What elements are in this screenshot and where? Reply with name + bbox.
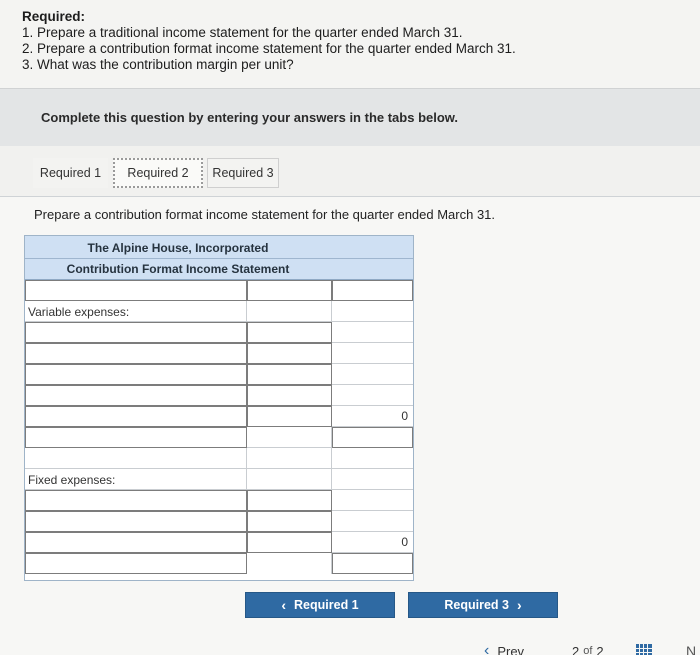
table-row xyxy=(25,469,413,490)
variable-total-label-input[interactable] xyxy=(25,406,247,427)
empty-cell xyxy=(332,364,413,385)
empty-cell xyxy=(332,511,413,532)
table-row xyxy=(25,511,413,532)
statement-header xyxy=(25,236,413,280)
fixed-expense-amount-input[interactable] xyxy=(247,490,332,511)
table-row xyxy=(25,406,413,427)
empty-cell xyxy=(332,343,413,364)
page-counter xyxy=(572,642,604,655)
empty-cell xyxy=(247,553,332,574)
table-row xyxy=(25,553,413,574)
statement-title: Contribution Format Income Statement xyxy=(66,262,290,276)
grid-icon[interactable] xyxy=(636,644,652,655)
page-of: of xyxy=(583,645,593,655)
net-operating-income-input[interactable] xyxy=(332,553,413,574)
amount-input[interactable] xyxy=(247,280,332,301)
instruction-banner xyxy=(0,88,700,146)
next-page-link[interactable]: N xyxy=(686,643,697,655)
instruction-item-2: 2. Prepare a contribution format income statement for the quarter ended March 31. xyxy=(22,41,516,56)
variable-expense-amount-input[interactable] xyxy=(247,364,332,385)
empty-cell xyxy=(247,427,332,448)
variable-expense-label-input[interactable] xyxy=(25,322,247,343)
contribution-margin-input[interactable] xyxy=(332,427,413,448)
variable-expense-label-input[interactable] xyxy=(25,364,247,385)
question-prompt: Prepare a contribution format income statement for the quarter ended March 31. xyxy=(34,207,496,222)
table-row xyxy=(25,301,413,322)
row-label-input[interactable] xyxy=(25,280,247,301)
empty-cell xyxy=(332,469,413,490)
fixed-expense-amount-input[interactable] xyxy=(247,532,332,553)
empty-cell xyxy=(247,448,332,469)
variable-expense-amount-input[interactable] xyxy=(247,385,332,406)
fixed-expense-label-input[interactable] xyxy=(25,490,247,511)
header-divider xyxy=(25,258,413,259)
chevron-left-icon: ‹ xyxy=(281,597,287,613)
banner-text: Complete this question by entering your answers in the tabs below. xyxy=(41,110,459,125)
chevron-right-icon: › xyxy=(516,597,522,613)
variable-expenses-label: Variable expenses: xyxy=(25,301,247,322)
chevron-left-icon: ‹ xyxy=(484,642,490,655)
variable-expense-amount-input[interactable] xyxy=(247,406,332,427)
fixed-expense-amount-input[interactable] xyxy=(247,511,332,532)
fixed-expenses-label: Fixed expenses: xyxy=(25,469,247,490)
contribution-margin-label-input[interactable] xyxy=(25,427,247,448)
empty-cell xyxy=(332,490,413,511)
table-row xyxy=(25,280,413,301)
empty-cell xyxy=(332,301,413,322)
company-name: The Alpine House, Incorporated xyxy=(87,241,269,255)
table-row xyxy=(25,364,413,385)
fixed-expense-label-input[interactable] xyxy=(25,511,247,532)
variable-expenses-total: 0 xyxy=(401,409,408,423)
tab-content xyxy=(0,196,700,655)
fixed-total-label-input[interactable] xyxy=(25,532,247,553)
variable-expense-amount-input[interactable] xyxy=(247,343,332,364)
tab-required-3[interactable]: Required 3 xyxy=(207,158,279,188)
fixed-expenses-total: 0 xyxy=(401,535,408,549)
variable-expense-amount-input[interactable] xyxy=(247,322,332,343)
instructions xyxy=(22,9,516,73)
table-row xyxy=(25,532,413,553)
table-row xyxy=(25,427,413,448)
prev-page-link[interactable] xyxy=(484,642,524,655)
current-page: 2 xyxy=(572,643,580,655)
prev-page-label: Prev xyxy=(497,643,525,655)
table-row xyxy=(25,490,413,511)
next-required-label: Required 3 xyxy=(444,598,509,612)
next-required-button[interactable] xyxy=(408,592,558,618)
table-row xyxy=(25,385,413,406)
table-row xyxy=(25,322,413,343)
instructions-title: Required: xyxy=(22,9,86,24)
prev-required-button[interactable] xyxy=(245,592,395,618)
tab-required-1[interactable]: Required 1 xyxy=(33,158,108,188)
table-row xyxy=(25,343,413,364)
prev-required-label: Required 1 xyxy=(294,598,359,612)
tab-bar xyxy=(0,146,700,196)
empty-cell xyxy=(332,322,413,343)
net-operating-income-label-input[interactable] xyxy=(25,553,247,574)
tab-required-2[interactable]: Required 2 xyxy=(113,158,203,188)
empty-cell xyxy=(25,448,247,469)
empty-cell xyxy=(247,469,332,490)
instruction-item-1: 1. Prepare a traditional income statement for the quarter ended March 31. xyxy=(22,25,463,40)
income-statement-table xyxy=(24,235,414,581)
empty-cell xyxy=(332,448,413,469)
total-pages: 2 xyxy=(596,643,604,655)
empty-cell xyxy=(247,301,332,322)
total-input[interactable] xyxy=(332,280,413,301)
empty-cell xyxy=(332,385,413,406)
instruction-item-3: 3. What was the contribution margin per unit? xyxy=(22,57,294,72)
variable-expense-label-input[interactable] xyxy=(25,343,247,364)
table-row xyxy=(25,448,413,469)
variable-expense-label-input[interactable] xyxy=(25,385,247,406)
